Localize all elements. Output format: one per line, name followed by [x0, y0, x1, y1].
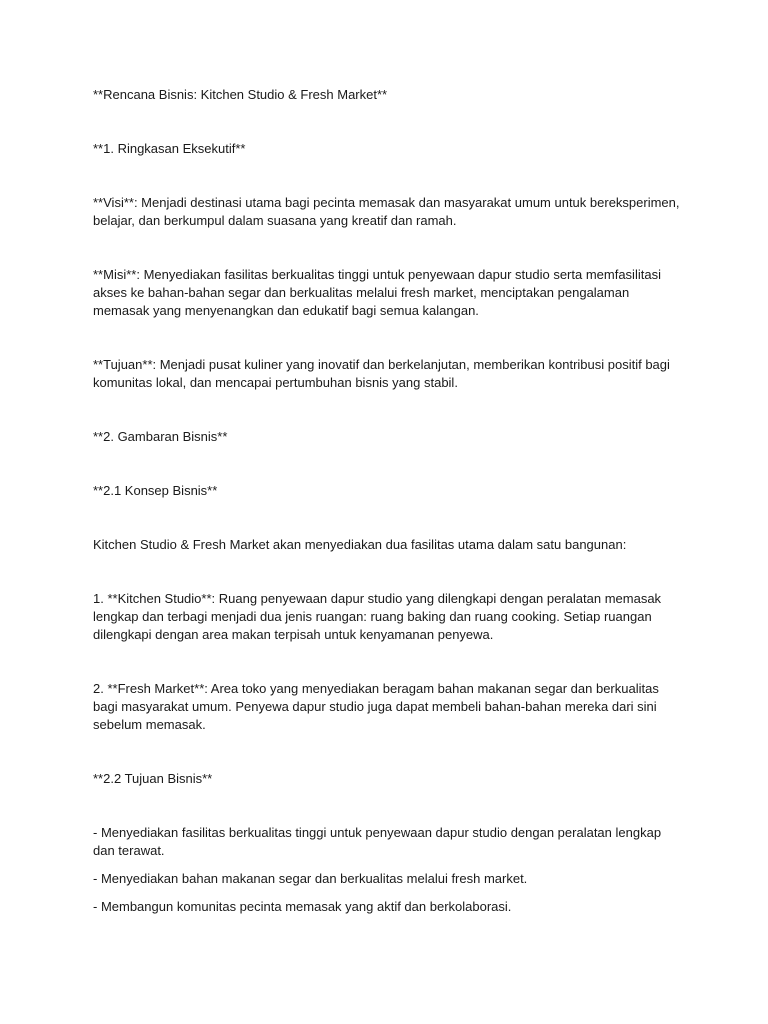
document-title: **Rencana Bisnis: Kitchen Studio & Fresh Market**: [93, 87, 388, 102]
paragraph-visi: **Visi**: Menjadi destinasi utama bagi pecinta memasak dan masyarakat umum untuk bereksperimen, belajar, dan berkumpul dalam suasana yang kreatif dan ramah.: [93, 195, 680, 228]
paragraph-misi: **Misi**: Menyediakan fasilitas berkualitas tinggi untuk penyewaan dapur studio serta memfasilitasi akses ke bahan-bahan segar dan berkualitas melalui fresh market, menciptakan pengalaman memasak yang menyenangkan dan edukatif bagi semua kalangan.: [93, 267, 661, 318]
goal-item: - Menyediakan fasilitas berkualitas tinggi untuk penyewaan dapur studio dengan peralatan lengkap dan terawat.: [93, 825, 662, 858]
paragraph-konsep-intro: Kitchen Studio & Fresh Market akan menyediakan dua fasilitas utama dalam satu bangunan:: [93, 537, 627, 552]
list-item-fresh-market: 2. **Fresh Market**: Area toko yang menyediakan beragam bahan makanan segar dan berkualitas bagi masyarakat umum. Penyewa dapur studio juga dapat membeli bahan-bahan mereka dari sini sebelum memasak.: [93, 681, 659, 732]
section-heading-gambaran: **2. Gambaran Bisnis**: [93, 429, 228, 444]
paragraph-tujuan: **Tujuan**: Menjadi pusat kuliner yang inovatif dan berkelanjutan, memberikan kontribusi positif bagi komunitas lokal, dan mencapai pertumbuhan bisnis yang stabil.: [93, 357, 670, 390]
subsection-heading-tujuan: **2.2 Tujuan Bisnis**: [93, 771, 213, 786]
section-heading-ringkasan: **1. Ringkasan Eksekutif**: [93, 141, 246, 156]
goal-item: - Membangun komunitas pecinta memasak yang aktif dan berkolaborasi.: [93, 899, 512, 914]
goal-item: - Menyediakan bahan makanan segar dan berkualitas melalui fresh market.: [93, 871, 528, 886]
subsection-heading-konsep: **2.1 Konsep Bisnis**: [93, 483, 218, 498]
document-body: [93, 86, 683, 916]
list-item-kitchen-studio: 1. **Kitchen Studio**: Ruang penyewaan dapur studio yang dilengkapi dengan peralatan memasak lengkap dan terbagi menjadi dua jenis ruangan: ruang baking dan ruang cooking. Setiap ruangan dilengkapi dengan area makan terpisah untuk kenyamanan penyewa.: [93, 591, 662, 642]
